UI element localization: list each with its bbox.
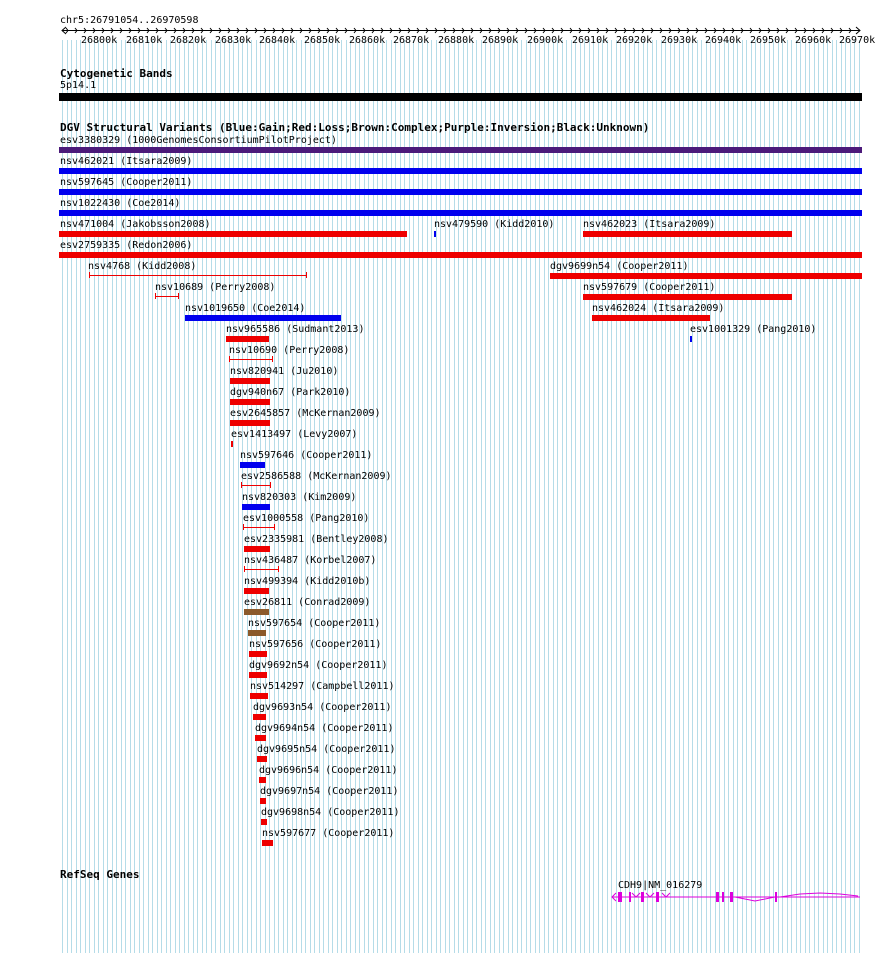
variant-label[interactable]: dgv940n67 (Park2010)	[230, 387, 351, 398]
variant-span[interactable]	[155, 296, 179, 297]
refseq-track-title: RefSeq Genes	[60, 868, 140, 881]
variant-label[interactable]: dgv9692n54 (Cooper2011)	[249, 660, 388, 671]
variant-label[interactable]: esv1413497 (Levy2007)	[231, 429, 358, 440]
ruler-tick-label: 26880k	[438, 35, 475, 46]
ruler-tick-label: 26930k	[661, 35, 698, 46]
ruler-tick-label: 26920k	[616, 35, 653, 46]
variant-label[interactable]: nsv4768 (Kidd2008)	[88, 261, 197, 272]
variant-span[interactable]	[89, 275, 307, 276]
variant-bar[interactable]	[592, 315, 710, 321]
variant-bar[interactable]	[249, 651, 267, 657]
location-label: chr5:26791054..26970598	[60, 15, 199, 26]
variant-label[interactable]: nsv514297 (Campbell2011)	[250, 681, 395, 692]
variant-label[interactable]: esv2335981 (Bentley2008)	[244, 534, 389, 545]
variant-bar[interactable]	[261, 819, 267, 825]
cytoband-label: 5p14.1	[60, 80, 97, 91]
variant-label[interactable]: dgv9696n54 (Cooper2011)	[259, 765, 398, 776]
variant-span-cap	[89, 272, 90, 278]
variant-bar[interactable]	[230, 399, 270, 405]
variant-bar[interactable]	[250, 693, 268, 699]
variant-label[interactable]: nsv820941 (Ju2010)	[230, 366, 339, 377]
variant-bar[interactable]	[248, 630, 266, 636]
variant-span-cap	[243, 524, 244, 530]
variant-bar[interactable]	[244, 546, 270, 552]
variant-bar[interactable]	[226, 336, 269, 342]
variant-label[interactable]: esv2759335 (Redon2006)	[60, 240, 193, 251]
variant-label[interactable]: nsv10690 (Perry2008)	[229, 345, 350, 356]
variant-label[interactable]: dgv9697n54 (Cooper2011)	[260, 786, 399, 797]
ruler-tick-label: 26830k	[215, 35, 252, 46]
variant-bar[interactable]	[244, 588, 269, 594]
variant-span-cap	[241, 482, 242, 488]
variant-span-cap	[178, 293, 179, 299]
variant-bar[interactable]	[59, 231, 407, 237]
ruler-tick-label: 26950k	[750, 35, 787, 46]
variant-bar[interactable]	[231, 441, 233, 447]
ruler-tick-label: 26810k	[126, 35, 163, 46]
ruler-tick-label: 26860k	[349, 35, 386, 46]
variant-bar[interactable]	[59, 189, 862, 195]
variant-label[interactable]: dgv9699n54 (Cooper2011)	[550, 261, 689, 272]
variant-span-cap	[274, 524, 275, 530]
variant-label[interactable]: dgv9694n54 (Cooper2011)	[255, 723, 394, 734]
variant-label[interactable]: nsv1019650 (Coe2014)	[185, 303, 306, 314]
variant-span[interactable]	[241, 485, 271, 486]
variant-label[interactable]: nsv436487 (Korbel2007)	[244, 555, 377, 566]
variant-bar[interactable]	[690, 336, 692, 342]
variant-label[interactable]: nsv597646 (Cooper2011)	[240, 450, 373, 461]
variant-label[interactable]: nsv10689 (Perry2008)	[155, 282, 276, 293]
ruler-tick-label: 26940k	[705, 35, 742, 46]
variant-label[interactable]: nsv462023 (Itsara2009)	[583, 219, 716, 230]
variant-span-cap	[306, 272, 307, 278]
variant-label[interactable]: esv2586588 (McKernan2009)	[241, 471, 392, 482]
variant-span[interactable]	[229, 359, 273, 360]
variant-bar[interactable]	[230, 378, 270, 384]
variant-label[interactable]: nsv462021 (Itsara2009)	[60, 156, 193, 167]
variant-label[interactable]: nsv597677 (Cooper2011)	[262, 828, 395, 839]
variant-span-cap	[278, 566, 279, 572]
variant-label[interactable]: esv3380329 (1000GenomesConsortiumPilotProject)	[60, 135, 337, 146]
variant-bar[interactable]	[262, 840, 273, 846]
variant-label[interactable]: dgv9693n54 (Cooper2011)	[253, 702, 392, 713]
variant-bar[interactable]	[59, 147, 862, 153]
ruler-tick-label: 26870k	[393, 35, 430, 46]
variant-span[interactable]	[243, 527, 275, 528]
variant-bar[interactable]	[583, 231, 792, 237]
variant-label[interactable]: nsv820303 (Kim2009)	[242, 492, 357, 503]
ruler-tick-label: 26910k	[572, 35, 609, 46]
gene-model-glyph	[612, 892, 860, 902]
variant-label[interactable]: nsv597654 (Cooper2011)	[248, 618, 381, 629]
variant-bar[interactable]	[59, 252, 862, 258]
gene-label[interactable]: CDH9|NM_016279	[618, 880, 703, 891]
variant-bar[interactable]	[260, 798, 266, 804]
gene-model-cdh9[interactable]	[610, 889, 862, 907]
variant-label[interactable]: nsv965586 (Sudmant2013)	[226, 324, 365, 335]
variant-bar[interactable]	[59, 210, 862, 216]
variant-label[interactable]: nsv462024 (Itsara2009)	[592, 303, 725, 314]
ruler-tick-label: 26960k	[795, 35, 832, 46]
variant-bar[interactable]	[253, 714, 266, 720]
variant-label[interactable]: esv26811 (Conrad2009)	[244, 597, 371, 608]
variant-bar[interactable]	[583, 294, 792, 300]
ruler-tick-label: 26840k	[259, 35, 296, 46]
variant-bar[interactable]	[259, 777, 266, 783]
cytoband-bar[interactable]	[59, 93, 862, 101]
variant-label[interactable]: nsv479590 (Kidd2010)	[434, 219, 555, 230]
variant-label[interactable]: nsv597656 (Cooper2011)	[249, 639, 382, 650]
variant-label[interactable]: esv1000558 (Pang2010)	[243, 513, 370, 524]
variant-span-cap	[244, 566, 245, 572]
variant-bar[interactable]	[244, 609, 269, 615]
variant-label[interactable]: esv2645857 (McKernan2009)	[230, 408, 381, 419]
variant-bar[interactable]	[230, 420, 270, 426]
variant-bar[interactable]	[240, 462, 265, 468]
variant-span[interactable]	[244, 569, 279, 570]
variant-bar[interactable]	[249, 672, 267, 678]
dgv-track-title: DGV Structural Variants (Blue:Gain;Red:Loss;Brown:Complex;Purple:Inversion;Black:Unknown)	[60, 121, 650, 134]
variant-bar[interactable]	[185, 315, 341, 321]
variant-span-cap	[229, 356, 230, 362]
variant-bar[interactable]	[550, 273, 862, 279]
variant-span-cap	[270, 482, 271, 488]
ruler-tick-label: 26850k	[304, 35, 341, 46]
ruler-tick-label: 26970k	[839, 35, 876, 46]
variant-bar[interactable]	[257, 756, 267, 762]
variant-label[interactable]: nsv597645 (Cooper2011)	[60, 177, 193, 188]
variant-label[interactable]: nsv499394 (Kidd2010b)	[244, 576, 371, 587]
variant-bar[interactable]	[242, 504, 270, 510]
variant-label[interactable]: esv1001329 (Pang2010)	[690, 324, 817, 335]
variant-bar[interactable]	[434, 231, 436, 237]
ruler-tick-label: 26890k	[482, 35, 519, 46]
variant-label[interactable]: nsv597679 (Cooper2011)	[583, 282, 716, 293]
ruler-tick-label: 26820k	[170, 35, 207, 46]
ruler-tick-label: 26800k	[81, 35, 118, 46]
ruler-tick-label: 26900k	[527, 35, 564, 46]
variant-span-cap	[272, 356, 273, 362]
variant-label[interactable]: nsv471004 (Jakobsson2008)	[60, 219, 211, 230]
cytoband-track-title: Cytogenetic Bands	[60, 67, 173, 80]
variant-label[interactable]: dgv9695n54 (Cooper2011)	[257, 744, 396, 755]
variant-label[interactable]: dgv9698n54 (Cooper2011)	[261, 807, 400, 818]
variant-span-cap	[155, 293, 156, 299]
variant-bar[interactable]	[59, 168, 862, 174]
variant-label[interactable]: nsv1022430 (Coe2014)	[60, 198, 181, 209]
variant-bar[interactable]	[255, 735, 266, 741]
